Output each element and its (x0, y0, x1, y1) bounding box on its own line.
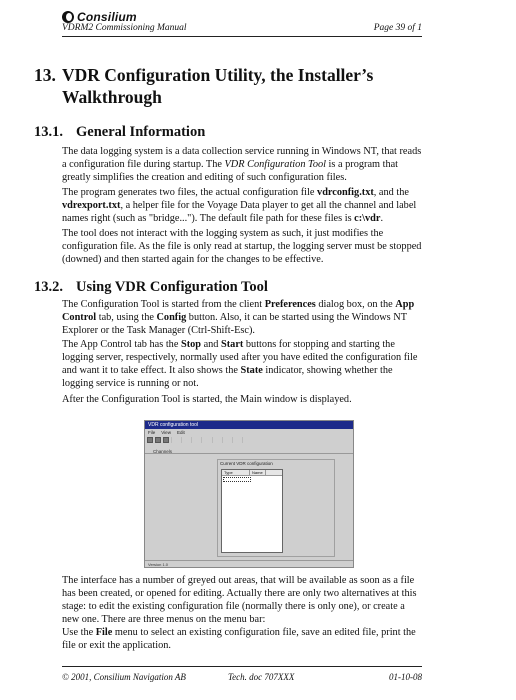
text-span: The program generates two files, the actual configuration file (62, 187, 318, 198)
text-span: button. Also, it can be started using the Windows NT Explorer or the Task Manager (Ctrl-Shift-Esc). (62, 312, 407, 336)
screenshot-menu-edit: Edit (176, 430, 185, 435)
text-span: dialog box, on the (315, 299, 396, 310)
chapter-title-line1: VDR Configuration Utility, the Installer’s (62, 65, 374, 85)
section-number: 13.2. (34, 279, 63, 295)
footer-copyright: © 2001, Consilium Navigation AB (62, 672, 186, 682)
text-span: The data logging system is a data collection service running in Windows NT, that reads a configuration file during startup. The (62, 146, 422, 170)
filename-text: vdrexport.txt (62, 200, 121, 211)
footer-divider (62, 666, 422, 667)
paragraph: The interface has a number of greyed out areas, that will be available as soon as a file has been created, or opened for editing. Actually there are only two alternatives at this stage: to edit the existing configuration file (normally there is only one), or create a new one. There are three menus on the menu bar: (62, 575, 417, 625)
ui-term: Stop (180, 339, 201, 350)
text-span: . (380, 213, 384, 224)
text-span: , and the (373, 187, 409, 198)
chapter-heading (34, 64, 434, 108)
greyed-tab (222, 437, 230, 443)
screenshot-menu-file: File (148, 430, 156, 435)
text-span: menu to select an existing configuration file, save an edited file, print the file or exit the application. (62, 627, 416, 651)
text-span: The Configuration Tool is started from the client (62, 299, 265, 310)
ui-term: File (95, 627, 113, 638)
ui-term: Config (156, 312, 187, 323)
consilium-logo (62, 10, 137, 24)
chapter-title-line2: Walkthrough (62, 87, 162, 107)
screenshot-column-type: Type (222, 470, 250, 475)
filename-text: vdrconfig.txt (317, 187, 374, 198)
ui-term: State (240, 365, 263, 376)
screenshot-menubar (145, 429, 353, 436)
screenshot-list-focus (223, 477, 251, 482)
ui-term: Start (221, 339, 244, 350)
section-number: 13.1. (34, 124, 63, 140)
greyed-sidebar-item (147, 467, 191, 477)
screenshot-list-header (222, 470, 282, 476)
screenshot-statusbar: Version 1.0 (145, 560, 353, 567)
greyed-tab (242, 437, 250, 443)
paragraph (62, 298, 422, 337)
screenshot-config-panel (217, 459, 335, 557)
greyed-sidebar-item (147, 476, 191, 486)
greyed-tab (181, 437, 189, 443)
screenshot-column-name: Name (250, 470, 266, 475)
section-heading-general (34, 124, 205, 141)
greyed-tab (201, 437, 209, 443)
header-divider (62, 36, 422, 37)
screenshot-config-list (221, 469, 283, 553)
greyed-sidebar-item (147, 543, 191, 553)
text-span: The App Control tab has the (62, 339, 181, 350)
text-span: is a program that greatly simplifies the creation and editing of such configuration files. (62, 159, 399, 183)
greyed-sidebar-item (147, 457, 191, 467)
greyed-tab (171, 437, 179, 443)
screenshot-window-title: VDR configuration tool (145, 421, 353, 429)
section-heading-using (34, 279, 268, 296)
text-span: indicator, showing whether the logging service is running or not. (62, 365, 393, 389)
header-page-label: Page 39 of 1 (373, 23, 422, 33)
new-file-icon (147, 437, 153, 443)
consilium-logo-icon (62, 11, 74, 23)
greyed-tab (191, 437, 199, 443)
paragraph (62, 145, 422, 184)
paragraph: The tool does not interact with the logging system as such, it just modifies the configuration file. As the file is only read at startup, the logging server must be stopped (downed) and then started again for the changes to be effective. (62, 228, 422, 265)
chapter-number: 13. (34, 65, 56, 85)
greyed-sidebar-item (147, 495, 191, 505)
greyed-tab (212, 437, 220, 443)
screenshot-greyed-sidebar (147, 457, 191, 552)
screenshot-panel-label: Current VDR configuration (220, 461, 273, 466)
greyed-sidebar-item (147, 514, 191, 524)
section-title: Using VDR Configuration Tool (76, 279, 268, 295)
paragraph (62, 626, 422, 652)
text-span: and (201, 339, 222, 350)
screenshot-channels-label: Channels (153, 449, 173, 454)
greyed-sidebar-item (147, 524, 191, 534)
filepath-text: c:\vdr (354, 213, 381, 224)
ui-term: Preferences (264, 299, 316, 310)
footer-date: 01-10-08 (389, 672, 422, 682)
screenshot-menu-view: View (161, 430, 171, 435)
greyed-sidebar-item (147, 533, 191, 543)
header-doc-title: VDRM2 Commissioning Manual (62, 23, 187, 33)
open-file-icon (155, 437, 161, 443)
section-title: General Information (76, 124, 206, 140)
emphasis-text: VDR Configuration Tool (224, 159, 326, 170)
config-tool-screenshot (144, 420, 354, 568)
paragraph: After the Configuration Tool is started, the Main window is displayed. (62, 394, 352, 405)
text-span: tab, using the (96, 312, 157, 323)
greyed-sidebar-item (147, 505, 191, 515)
text-span: buttons for stopping and starting the logging server, respectively, normally used after you have edited the configuration file and want it to take effect. It also shows the (62, 339, 418, 376)
paragraph (62, 186, 422, 225)
text-span: Use the (62, 627, 96, 638)
greyed-sidebar-item (147, 486, 191, 496)
text-span: , a helper file for the Voyage Data player to get all the channel and label names right (such as "bridge..."). The default file path for these files is (62, 200, 417, 224)
footer-tech-doc: Tech. doc 707XXX (228, 672, 295, 682)
close-icon (163, 437, 169, 443)
ui-term: App Control (62, 299, 415, 323)
paragraph (62, 338, 422, 390)
brand-name: Consilium (77, 10, 137, 24)
screenshot-toolbar (145, 436, 353, 454)
greyed-tab (232, 437, 240, 443)
